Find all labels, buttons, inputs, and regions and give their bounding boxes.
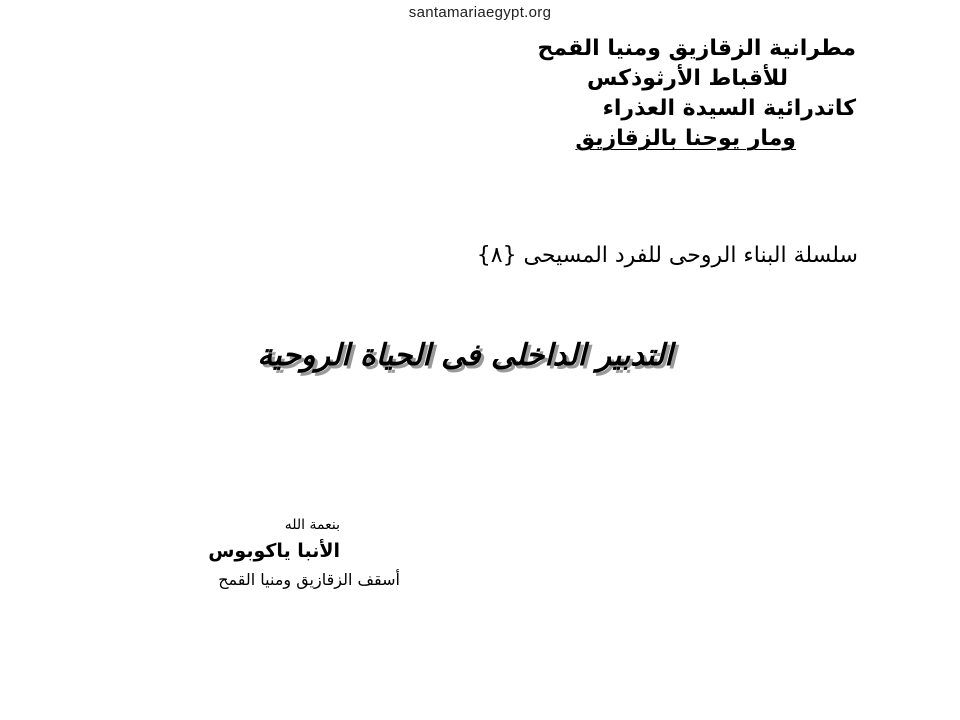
cathedral-location [336, 124, 856, 154]
diocese-name: مطرانية الزقازيق ومنيا القمح [537, 36, 856, 61]
author-grace: بنعمة الله [284, 517, 340, 533]
website-watermark: santamariaegypt.org [408, 4, 552, 21]
series-title: سلسلة البناء الروحى للفرد المسيحى {٨} [476, 243, 858, 268]
author-block [60, 514, 400, 594]
cathedral-name: كاتدرائية السيدة العذراء [602, 96, 856, 121]
author-name: الأنبا ياكوبوس [208, 540, 340, 562]
page-title: التدبير الداخلى فى الحياة الروحية [257, 338, 673, 373]
diocese-denomination: للأقباط الأرثوذكس [587, 66, 788, 91]
diocese-header [336, 34, 856, 154]
author-role: أسقف الزقازيق ومنيا القمح [218, 570, 400, 589]
cathedral-location-text: ومار يوحنا بالزقازيق [575, 126, 796, 151]
